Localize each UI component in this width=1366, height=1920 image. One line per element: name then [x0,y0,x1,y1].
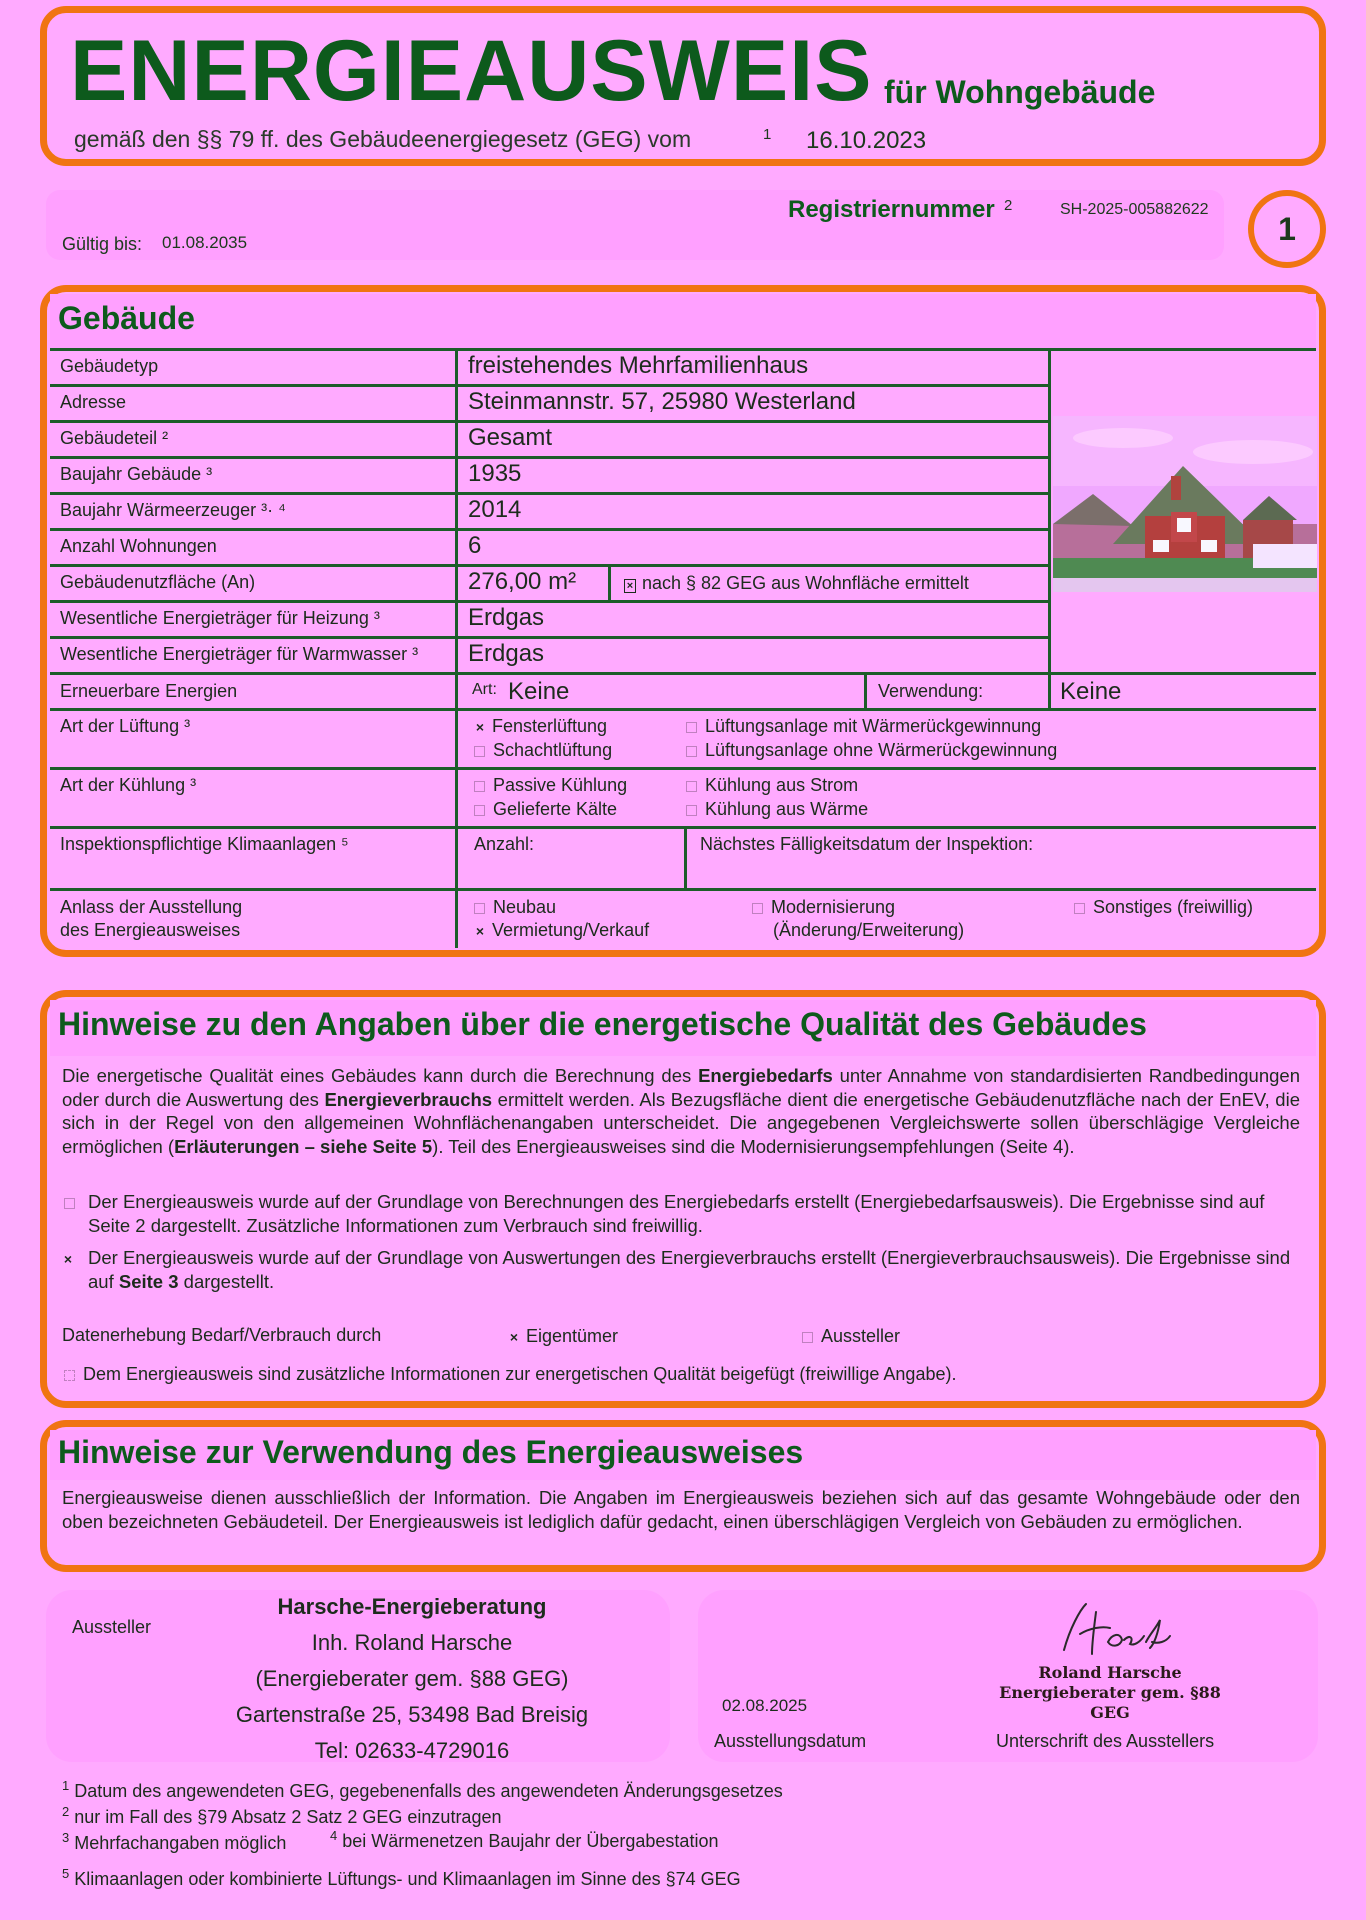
row-value-building-type: freistehendes Mehrfamilienhaus [468,352,809,379]
cooling-option-passive: Passive Kühlung [474,775,627,796]
additional-info-option: Dem Energieausweis sind zusätzliche Informationen zur energetischen Qualität beigefügt (freiwillige Angabe). [64,1364,956,1385]
footnote-4: $^4$ bei Wärmenetzen Baujahr der Übergabestation [330,1828,719,1851]
data-collection-label: Datenerhebung Bedarf/Verbrauch durch [62,1325,382,1345]
footnote-3: $^3$ Mehrfachangaben möglich [62,1830,287,1853]
row-value-address: Steinmannstr. 57, 25980 Westerland [468,388,856,415]
signature-label: Unterschrift des Ausstellers [996,1731,1215,1751]
signature-stamp-name: Roland Harsche [1038,1663,1182,1682]
usage-notes-text: Energieausweise dienen ausschließlich der Information. Die Angaben im Energieausweis beziehen sich auf das gesamte Wohngebäude oder den oben bezeichneten Gebäudeteil. Der Energieausweis ist lediglich dafür gedacht, einen überschlägigen Vergleich von Gebäuden zu ermöglichen. [62,1487,1300,1532]
row-value-building-part: Gesamt [468,424,553,451]
issuer-company: Harsche-Energieberatung [277,1594,547,1619]
building-section-title: Gebäude [58,300,195,336]
valid-until-label: Gültig bis: [62,234,143,254]
row-label-water-carrier: Wesentliche Energieträger für Warmwasser ³ [60,644,419,664]
quality-notes-title: Hinweise zu den Angaben über die energetische Qualität des Gebäudes [58,1006,1147,1042]
row-value-heating-carrier: Erdgas [468,604,545,631]
reason-option-other: Sonstiges (freiwillig) [1074,897,1253,918]
reason-option-modernisation: Modernisierung [752,897,895,918]
geg-footnote-mark: 1 [763,126,772,143]
geg-reference: gemäß den §§ 79 ff. des Gebäudeenergiegesetz (GEG) vom [74,126,692,152]
issue-date: 02.08.2025 [722,1696,808,1715]
handwritten-signature [1046,1598,1186,1662]
reason-label-1: Anlass der Ausstellung [60,897,243,917]
valid-until-date: 01.08.2035 [162,233,248,252]
building-title-band [50,294,1316,348]
document-title: ENERGIEAUSWEIS [70,23,873,119]
cooling-option-electric: Kühlung aus Strom [686,775,858,796]
consumption-certificate-checkbox: × [63,1251,73,1267]
quality-notes-paragraph: Die energetische Qualität eines Gebäudes kann durch die Berechnung des Energiebedarfs unter Annahme von standardisierten Randbedingungen oder durch die Auswertung des Energieverbrauchs ermittelt werden. Als Bezugsfläche dient die energetische Gebäudenutzfläche nach der EnEV, die sich in der Regel von den allgemeinen Wohnflächenangaben unterscheidet. Die angegebenen Vergleichswerte sollen überschlägige Vergleiche ermöglichen (Erläuterungen – siehe Seite 5). Teil des Energieausweises sind die Modernisierungsempfehlungen (Seite 4). [62,1065,1300,1157]
ac-count-label: Anzahl: [474,834,535,854]
registration-footnote-mark: 2 [1004,197,1013,214]
issue-date-label: Ausstellungsdatum [714,1731,867,1751]
row-label-heating-carrier: Wesentliche Energieträger für Heizung ³ [60,608,380,628]
row-label-heater-year: Baujahr Wärmeerzeuger ³· ⁴ [60,500,286,520]
row-value-year-built: 1935 [468,460,522,487]
cooling-label: Art der Kühlung ³ [60,775,197,795]
signature-stamp [990,1663,1230,1723]
reason-option-rental-sale: × Vermietung/Verkauf [475,920,650,940]
footnote-1: $^1$ Datum des angewendeten GEG, gegebenenfalls des angewendeten Änderungsgesetzes [62,1778,783,1801]
geg-date: 16.10.2023 [806,127,927,154]
issuer-phone: Tel: 02633-4729016 [314,1738,510,1763]
consumption-certificate-text: Der Energieausweis wurde auf der Grundlage von Auswertungen des Energieverbrauchs erstellt (Energieverbrauchsausweis). Die Ergebnisse sind auf Seite 3 dargestellt. [88,1247,1291,1292]
footnote-5: $^5$ Klimaanlagen oder kombinierte Lüftungs- und Klimaanlagen im Sinne des §74 GEG [62,1866,741,1889]
issuer-role: (Energieberater gem. §88 GEG) [255,1666,569,1691]
row-value-heater-year: 2014 [468,496,522,523]
cooling-option-supplied: Gelieferte Kälte [474,799,617,820]
data-collection-owner: × Eigentümer [509,1326,619,1346]
ventilation-option-no-recovery: Lüftungsanlage ohne Wärmerückgewinnung [686,740,1057,761]
renewables-use-value: Keine [1060,678,1122,705]
ac-label: Inspektionspflichtige Klimaanlagen ⁵ [60,834,349,854]
area-note-text: nach § 82 GEG aus Wohnfläche ermittelt [642,573,969,593]
area-note-checkbox: × nach § 82 GEG aus Wohnfläche ermittelt [624,573,969,594]
building-photo [1053,416,1317,592]
data-collection-issuer: Aussteller [802,1326,900,1347]
document-subtitle: für Wohngebäude [884,74,1156,110]
demand-certificate-checkbox [64,1192,83,1213]
row-label-building-part: Gebäudeteil ² [60,428,169,448]
row-label-address: Adresse [60,392,127,412]
row-label-building-type: Gebäudetyp [60,356,159,376]
issuer-address: Gartenstraße 25, 53498 Bad Breisig [235,1702,589,1727]
demand-certificate-text: Der Energieausweis wurde auf der Grundlage von Berechnungen des Energiebedarfs erstellt (Energiebedarfsausweis). Die Ergebnisse sind auf Seite 2 dargestellt. Zusätzliche Informationen zum Verbrauch sind freiwillig. [88,1191,1265,1236]
signature-stamp-role: Energieberater gem. §88 GEG [999,1683,1221,1722]
page-number-badge: 1 [1248,190,1326,268]
ventilation-option-window: × Fensterlüftung [475,716,608,736]
ventilation-option-shaft: Schachtlüftung [474,740,612,761]
footnote-2: $^2$ nur im Fall des §79 Absatz 2 Satz 2 GEG einzutragen [62,1804,502,1827]
cooling-option-heat: Kühlung aus Wärme [686,799,868,820]
issuer-owner: Inh. Roland Harsche [311,1630,513,1655]
row-label-year-built: Baujahr Gebäude ³ [60,464,213,484]
reason-option-new-build: Neubau [474,897,556,918]
renewables-art-value: Keine [508,678,570,705]
row-value-floor-area: 276,00 m² [468,568,577,595]
usage-notes-title: Hinweise zur Verwendung des Energieausweises [58,1434,804,1470]
registration-label: Registriernummer [788,196,995,223]
row-label-apartments: Anzahl Wohnungen [60,536,217,556]
reason-label-2: des Energieausweises [60,920,241,940]
registration-number: SH-2025-005882622 [1060,201,1209,218]
renewables-label: Erneuerbare Energien [60,681,238,701]
row-label-floor-area: Gebäudenutzfläche (An) [60,572,256,592]
ac-next-label: Nächstes Fälligkeitsdatum der Inspektion: [700,834,1034,854]
reason-option-modernisation-detail: (Änderung/Erweiterung) [773,920,965,940]
ventilation-option-heat-recovery: Lüftungsanlage mit Wärmerückgewinnung [686,716,1041,737]
row-value-water-carrier: Erdgas [468,640,545,667]
renewables-use-label: Verwendung: [878,681,984,701]
issuer-label: Aussteller [72,1617,152,1637]
renewables-art-label: Art: [472,681,497,698]
ventilation-label: Art der Lüftung ³ [60,716,191,736]
row-value-apartments: 6 [468,532,482,559]
